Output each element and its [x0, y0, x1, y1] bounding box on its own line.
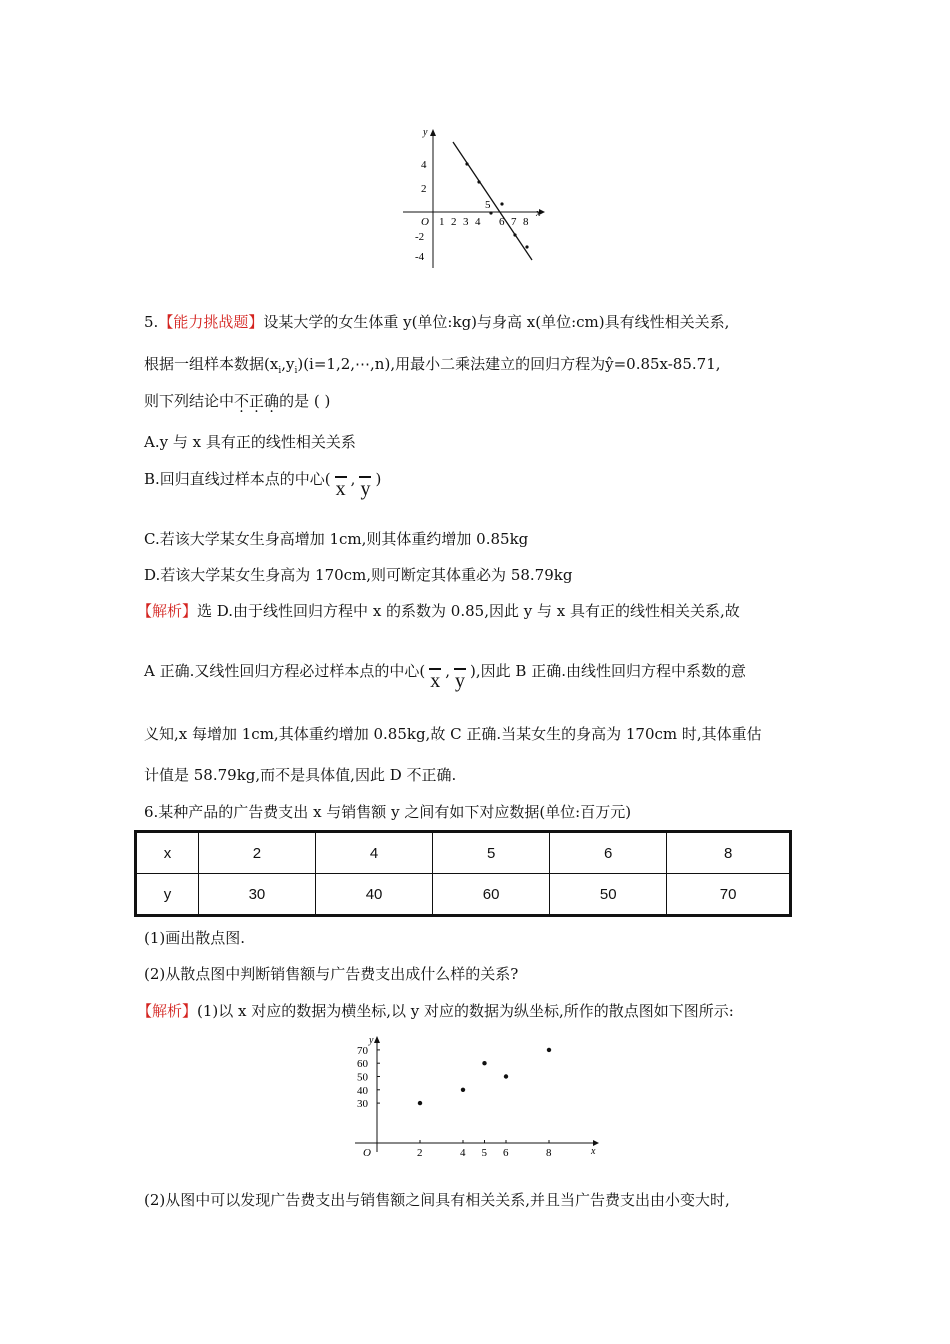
y-bar-symbol: y [455, 670, 466, 692]
q5-text2c: )(i=1,2,⋯,n),用最小二乘法建立的回归方程为 [297, 355, 606, 373]
scatter-point [504, 1074, 508, 1078]
fig1-y-label: y [423, 127, 428, 138]
fig1-xtick: 3 [463, 216, 469, 228]
scatter-y-tick: 70 [357, 1044, 368, 1057]
table-cell: x [136, 832, 199, 874]
fig1-y-arrow [430, 129, 436, 136]
table-cell: 6 [550, 832, 667, 874]
q5-tag: 【能力挑战题】 [158, 313, 264, 331]
analysis-tag: 【解析】 [137, 1002, 198, 1020]
q6-title: 6.某种产品的广告费支出 x 与销售额 y 之间有如下对应数据(单位:百万元) [144, 803, 632, 821]
scatter-x-tick: 8 [546, 1147, 552, 1159]
scatter-x-tick: 5 [481, 1147, 487, 1159]
q5-analysis-3: 义知,x 每增加 1cm,其体重约增加 0.85kg,故 C 正确.当某女生的身高为 170cm 时,其体重估 [144, 725, 762, 743]
fig1-ytick: 4 [421, 159, 427, 171]
y-bar-symbol: y [360, 478, 371, 500]
q5-analysis-text2a: A 正确.又线性回归方程必过样本点的中心( [144, 662, 426, 680]
q5-analysis-comma: , [445, 662, 451, 680]
emphasis-char: 正 [249, 392, 265, 410]
q5-option-a: A.y 与 x 具有正的线性相关关系 [144, 433, 356, 451]
scatter-y-tick: 60 [357, 1058, 368, 1071]
q5-sub: i [278, 366, 282, 376]
table-cell: 70 [667, 874, 791, 916]
fig1-point [513, 233, 516, 236]
q5-line3 [144, 390, 330, 411]
q5-analysis-text1: 选 D.由于线性回归方程中 x 的系数为 0.85,因此 y 与 x 具有正的线性相关关系,故 [197, 602, 740, 620]
fig1-point [477, 180, 480, 183]
table-cell: 4 [315, 832, 432, 874]
scatter-x-tick: 4 [460, 1147, 466, 1159]
fig1-xtick: 6 [499, 216, 505, 228]
table-row [136, 832, 791, 874]
q5-text2d: =0.85x-85.71, [613, 355, 721, 373]
fig1-xtick: 2 [451, 216, 457, 228]
emphasis-char: 不 [234, 392, 250, 410]
table-cell: y [136, 874, 199, 916]
x-bar-symbol: x [335, 478, 346, 500]
fig1-xtick: 4 [475, 216, 481, 228]
q5-analysis-2 [144, 660, 746, 690]
scatter-x-tick: 2 [417, 1147, 423, 1159]
data-table [134, 830, 792, 917]
scatter-x-tick: 6 [503, 1147, 509, 1159]
analysis-tag: 【解析】 [137, 602, 198, 620]
table-cell: 50 [550, 874, 667, 916]
x-bar-symbol: x [430, 670, 441, 692]
fig1-xtick: 8 [523, 216, 529, 228]
table-cell: 40 [315, 874, 432, 916]
q5-text3a: 则下列结论中 [144, 392, 235, 410]
fig1-origin: O [421, 216, 429, 228]
q5-analysis-1 [137, 600, 740, 621]
q5-option-c: C.若该大学某女生身高增加 1cm,则其体重约增加 0.85kg [144, 530, 529, 548]
q5-text2b: ,y [281, 355, 295, 373]
q6-analysis-2: (2)从图中可以发现广告费支出与销售额之间具有相关关系,并且当广告费支出由小变大时, [144, 1191, 730, 1209]
scatter-x-label: x [591, 1146, 596, 1157]
q5-line2 [144, 353, 721, 376]
scatter-y-tick: 40 [357, 1084, 368, 1097]
table-cell: 5 [433, 832, 550, 874]
q5-text3b: 的是 ( ) [279, 392, 331, 410]
fig1-ytick: -4 [415, 251, 425, 263]
fig1-point [525, 245, 528, 248]
fig1-xtick: 7 [511, 216, 517, 228]
q5-number: 5. [144, 313, 159, 331]
scatter-point [418, 1101, 422, 1105]
scatter-y-arrow [374, 1036, 380, 1043]
q5-optb-close: ) [375, 470, 382, 488]
scatter-point [482, 1061, 486, 1065]
q6-analysis-text1: (1)以 x 对应的数据为横坐标,以 y 对应的数据为纵坐标,所作的散点图如下图所示: [197, 1002, 734, 1020]
fig1-ytick: -2 [415, 231, 425, 243]
scatter-y-tick: 50 [357, 1071, 368, 1084]
scatter-origin: O [363, 1147, 371, 1159]
fig1-label-5: 5 [485, 199, 491, 211]
q5-yhat: ŷ [605, 355, 614, 373]
table-cell: 2 [198, 832, 315, 874]
q5-option-d: D.若该大学某女生身高为 170cm,则可断定其体重必为 58.79kg [144, 566, 573, 584]
q6-part1: (1)画出散点图. [144, 929, 246, 947]
table-cell: 60 [433, 874, 550, 916]
table-cell: 8 [667, 832, 791, 874]
scatter-plot [345, 1030, 605, 1165]
fig1-regression-line [453, 142, 532, 260]
q5-analysis-text2b: ),因此 B 正确.由线性回归方程中系数的意 [470, 662, 746, 680]
scatter-y-tick: 30 [357, 1098, 368, 1111]
scatter-point [547, 1048, 551, 1052]
q5-sub: i [294, 366, 298, 376]
scatter-y-label: y [369, 1035, 374, 1046]
emphasis-char: 确 [264, 392, 280, 410]
table-cell: 30 [198, 874, 315, 916]
regression-line-figure [395, 122, 555, 272]
fig1-point [489, 211, 492, 214]
fig1-point [465, 162, 468, 165]
q5-optb-comma: , [350, 470, 356, 488]
fig1-point [500, 202, 503, 205]
q5-analysis-4: 计值是 58.79kg,而不是具体值,因此 D 不正确. [144, 766, 457, 784]
q6-part2: (2)从散点图中判断销售额与广告费支出成什么样的关系? [144, 965, 519, 983]
q6-analysis-1 [137, 1000, 734, 1021]
q5-optb-text: B.回归直线过样本点的中心( [144, 470, 331, 488]
fig1-x-label: x [536, 208, 541, 219]
q5-text1: 设某大学的女生体重 y(单位:kg)与身高 x(单位:cm)具有线性相关关系, [263, 313, 730, 331]
fig1-xtick: 1 [439, 216, 445, 228]
q5-line1 [144, 311, 729, 332]
fig1-ytick: 2 [421, 183, 427, 195]
scatter-point [461, 1088, 465, 1092]
table-row [136, 874, 791, 916]
q5-option-b [144, 468, 381, 498]
q5-text2a: 根据一组样本数据(x [144, 355, 279, 373]
